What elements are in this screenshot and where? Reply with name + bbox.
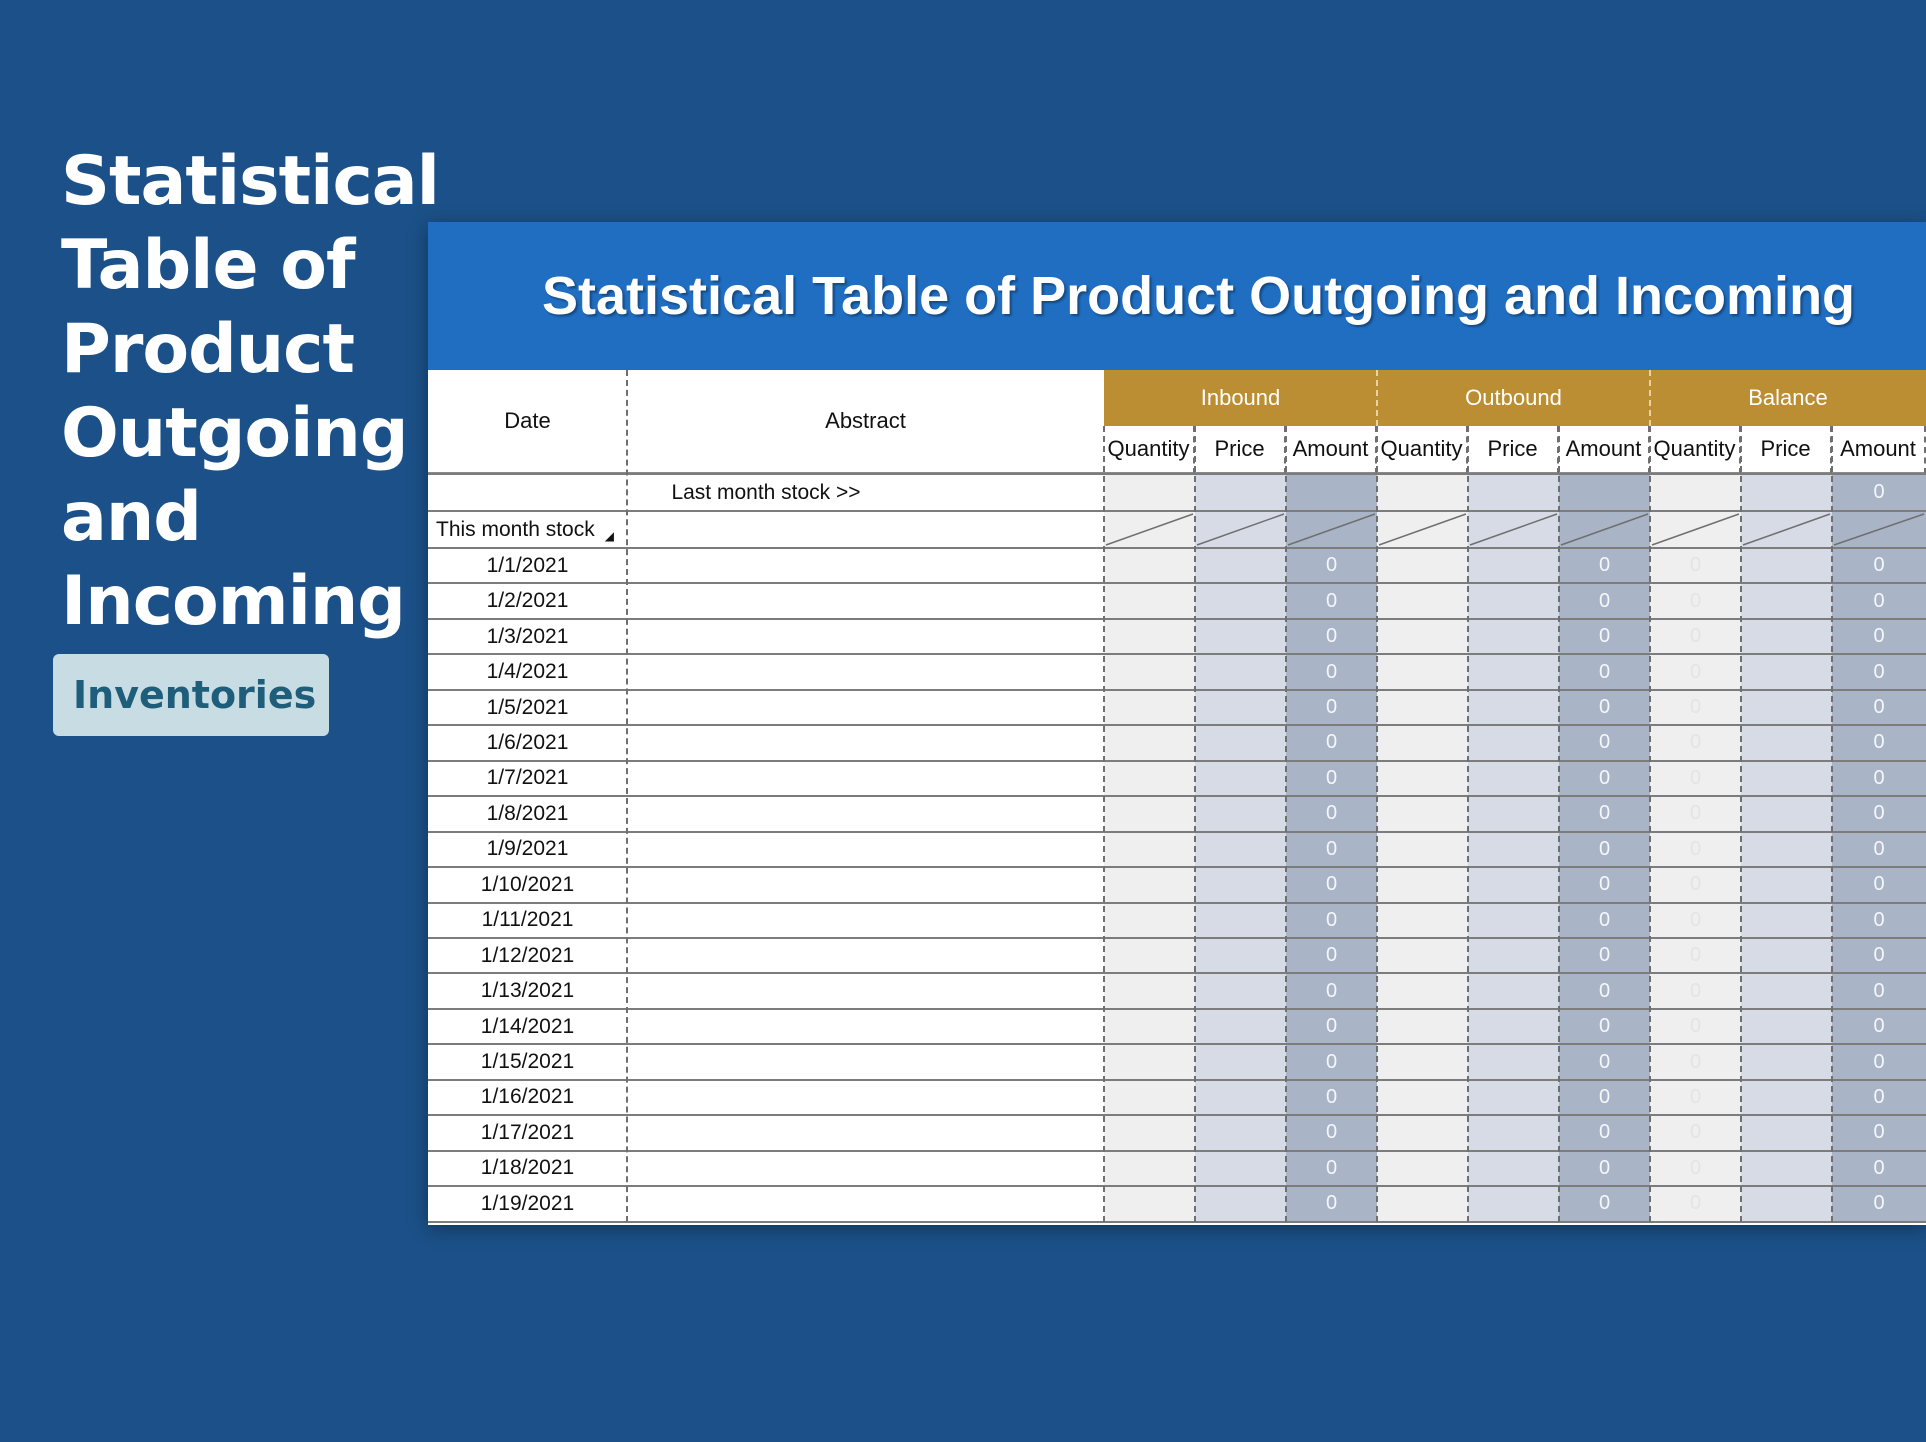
this-month-stock-text: This month stock bbox=[436, 517, 595, 541]
date-row-cell bbox=[1741, 832, 1832, 867]
date-row-cell bbox=[1377, 548, 1468, 583]
last-month-row-cell bbox=[1650, 474, 1741, 511]
date-row-cell: 0 bbox=[1559, 725, 1650, 760]
inbound-price-header: Price bbox=[1195, 426, 1286, 474]
outbound-quantity-header: Quantity bbox=[1377, 426, 1468, 474]
date-row-cell bbox=[1195, 903, 1286, 938]
abstract-cell bbox=[627, 832, 1104, 867]
date-row-cell: 0 bbox=[1832, 690, 1926, 725]
date-row-cell: 0 bbox=[1286, 1044, 1377, 1079]
date-row-cell bbox=[1741, 1044, 1832, 1079]
abstract-cell bbox=[627, 725, 1104, 760]
date-row-cell: 0 bbox=[1559, 1044, 1650, 1079]
date-row-cell: 0 bbox=[1286, 973, 1377, 1008]
date-row-cell: 0 bbox=[1559, 654, 1650, 689]
group-divider bbox=[1376, 370, 1378, 426]
abstract-cell bbox=[627, 973, 1104, 1008]
row-divider bbox=[428, 582, 1926, 584]
date-row-cell bbox=[1741, 548, 1832, 583]
date-row-cell: 0 bbox=[1650, 654, 1741, 689]
date-row-cell bbox=[1468, 725, 1559, 760]
date-row-cell bbox=[1377, 973, 1468, 1008]
date-row-cell: 0 bbox=[1559, 867, 1650, 902]
date-row-cell: 0 bbox=[1559, 1080, 1650, 1115]
date-row-cell: 0 bbox=[1559, 1186, 1650, 1221]
date-row-cell: 0 bbox=[1832, 583, 1926, 618]
date-row-cell bbox=[1104, 1009, 1195, 1044]
date-cell: 1/15/2021 bbox=[480, 1050, 575, 1074]
date-row-cell: 0 bbox=[1832, 938, 1926, 973]
date-row-cell bbox=[1377, 619, 1468, 654]
date-row-cell bbox=[1104, 548, 1195, 583]
date-row-cell: 0 bbox=[1832, 548, 1926, 583]
date-row-cell: 0 bbox=[1286, 761, 1377, 796]
row-divider bbox=[428, 510, 1926, 512]
date-row-cell: 0 bbox=[1650, 725, 1741, 760]
abstract-cell bbox=[627, 583, 1104, 618]
diagonal-line bbox=[1470, 514, 1557, 545]
date-row-cell: 0 bbox=[1559, 1009, 1650, 1044]
date-row-cell bbox=[1468, 1115, 1559, 1150]
date-cell: 1/5/2021 bbox=[486, 695, 569, 719]
column-divider bbox=[1740, 426, 1742, 1222]
date-row-cell: 0 bbox=[1832, 867, 1926, 902]
column-divider bbox=[1194, 426, 1196, 1222]
date-row-cell bbox=[1741, 690, 1832, 725]
row-divider bbox=[428, 473, 1926, 475]
column-divider bbox=[1467, 426, 1469, 1222]
date-row-cell bbox=[1195, 1186, 1286, 1221]
date-row-cell bbox=[1468, 761, 1559, 796]
date-row-cell bbox=[1377, 1009, 1468, 1044]
date-row-cell: 0 bbox=[1286, 938, 1377, 973]
date-row-cell bbox=[1195, 583, 1286, 618]
date-row-cell: 0 bbox=[1559, 761, 1650, 796]
date-row-cell bbox=[1104, 725, 1195, 760]
last-month-row-cell bbox=[1741, 474, 1832, 511]
date-cell: 1/9/2021 bbox=[486, 837, 569, 861]
date-cell: 1/3/2021 bbox=[486, 624, 569, 648]
date-cell: 1/10/2021 bbox=[480, 872, 575, 896]
date-row-cell: 0 bbox=[1832, 1080, 1926, 1115]
date-cell: 1/16/2021 bbox=[480, 1085, 575, 1109]
diagonal-strike-lines bbox=[1104, 511, 1926, 548]
diagonal-line bbox=[1834, 514, 1924, 545]
date-row-cell bbox=[1377, 832, 1468, 867]
date-cell: 1/14/2021 bbox=[480, 1014, 575, 1038]
date-row-cell bbox=[1195, 1044, 1286, 1079]
date-row-cell bbox=[1195, 548, 1286, 583]
date-row-cell bbox=[1104, 973, 1195, 1008]
date-cell: 1/4/2021 bbox=[486, 660, 569, 684]
date-row-cell: 0 bbox=[1650, 938, 1741, 973]
date-cell: 1/7/2021 bbox=[486, 766, 569, 790]
row-divider bbox=[428, 937, 1926, 939]
date-cell: 1/13/2021 bbox=[480, 979, 575, 1003]
date-row-cell: 0 bbox=[1832, 619, 1926, 654]
date-row-cell bbox=[1468, 1151, 1559, 1186]
abstract-cell bbox=[627, 903, 1104, 938]
column-divider bbox=[1649, 426, 1651, 1222]
date-row-cell bbox=[1377, 761, 1468, 796]
date-row-cell bbox=[1104, 832, 1195, 867]
date-row-cell bbox=[1468, 1009, 1559, 1044]
date-row-cell: 0 bbox=[1650, 903, 1741, 938]
diagonal-line bbox=[1288, 514, 1375, 545]
date-row-cell: 0 bbox=[1286, 903, 1377, 938]
abstract-cell bbox=[627, 1080, 1104, 1115]
date-row-cell bbox=[1468, 1044, 1559, 1079]
column-divider bbox=[1103, 426, 1105, 1222]
date-cell: 1/11/2021 bbox=[481, 908, 574, 932]
abstract-cell bbox=[627, 1044, 1104, 1079]
date-row-cell bbox=[1377, 690, 1468, 725]
date-row-cell bbox=[1741, 938, 1832, 973]
date-row-cell: 0 bbox=[1832, 832, 1926, 867]
row-divider bbox=[428, 760, 1926, 762]
date-row-cell bbox=[1468, 690, 1559, 725]
abstract-cell bbox=[627, 690, 1104, 725]
row-divider bbox=[428, 547, 1926, 549]
date-row-cell bbox=[1195, 796, 1286, 831]
abstract-header: Abstract bbox=[627, 370, 1104, 474]
date-row-cell bbox=[1377, 654, 1468, 689]
column-divider bbox=[1376, 426, 1378, 1222]
abstract-cell bbox=[627, 548, 1104, 583]
inbound-amount-header: Amount bbox=[1286, 426, 1377, 474]
balance-price-header: Price bbox=[1741, 426, 1832, 474]
date-row-cell bbox=[1104, 1186, 1195, 1221]
filter-triangle-icon[interactable]: ◢ bbox=[604, 528, 614, 543]
date-row-cell bbox=[1104, 1044, 1195, 1079]
date-row-cell bbox=[1741, 1009, 1832, 1044]
date-row-cell bbox=[1468, 583, 1559, 618]
abstract-cell bbox=[627, 1009, 1104, 1044]
date-row-cell bbox=[1104, 1151, 1195, 1186]
date-row-cell bbox=[1104, 903, 1195, 938]
row-divider bbox=[428, 1221, 1926, 1223]
row-divider bbox=[428, 653, 1926, 655]
date-row-cell bbox=[1468, 619, 1559, 654]
date-row-cell bbox=[1741, 583, 1832, 618]
spreadsheet-preview bbox=[428, 222, 1926, 1225]
date-row-cell: 0 bbox=[1832, 654, 1926, 689]
promo-title-line: Product bbox=[61, 310, 354, 389]
date-row-cell bbox=[1104, 761, 1195, 796]
date-row-cell bbox=[1195, 867, 1286, 902]
date-row-cell: 0 bbox=[1650, 1080, 1741, 1115]
date-row-cell bbox=[1468, 548, 1559, 583]
date-row-cell bbox=[1195, 654, 1286, 689]
date-row-cell bbox=[1468, 1080, 1559, 1115]
date-row-cell bbox=[1195, 725, 1286, 760]
date-row-cell bbox=[1468, 832, 1559, 867]
date-row-cell: 0 bbox=[1286, 583, 1377, 618]
date-row-cell bbox=[1741, 761, 1832, 796]
diagonal-line bbox=[1652, 514, 1739, 545]
column-divider bbox=[1285, 426, 1287, 1222]
date-row-cell bbox=[1741, 867, 1832, 902]
date-row-cell: 0 bbox=[1650, 832, 1741, 867]
date-row-cell bbox=[1741, 1186, 1832, 1221]
last-month-row-cell bbox=[1286, 474, 1377, 511]
date-row-cell bbox=[1377, 1044, 1468, 1079]
balance-quantity-header: Quantity bbox=[1650, 426, 1741, 474]
date-row-cell: 0 bbox=[1832, 1009, 1926, 1044]
date-row-cell bbox=[1104, 619, 1195, 654]
date-row-cell bbox=[1104, 583, 1195, 618]
row-divider bbox=[428, 866, 1926, 868]
date-row-cell bbox=[1195, 761, 1286, 796]
abstract-cell bbox=[627, 1151, 1104, 1186]
outbound-amount-header: Amount bbox=[1559, 426, 1650, 474]
last-month-row-cell bbox=[1195, 474, 1286, 511]
date-row-cell: 0 bbox=[1832, 1186, 1926, 1221]
abstract-cell bbox=[627, 654, 1104, 689]
date-row-cell bbox=[1741, 903, 1832, 938]
balance-group-header: Balance bbox=[1650, 370, 1926, 426]
date-row-cell bbox=[1195, 690, 1286, 725]
row-divider bbox=[428, 1008, 1926, 1010]
date-row-cell bbox=[1741, 1080, 1832, 1115]
date-cell: 1/12/2021 bbox=[480, 943, 575, 967]
date-row-cell: 0 bbox=[1559, 903, 1650, 938]
date-row-cell bbox=[1104, 690, 1195, 725]
date-row-cell: 0 bbox=[1286, 867, 1377, 902]
date-row-cell bbox=[1104, 1115, 1195, 1150]
date-row-cell: 0 bbox=[1559, 1151, 1650, 1186]
date-row-cell: 0 bbox=[1559, 548, 1650, 583]
abstract-cell bbox=[627, 938, 1104, 973]
promo-title bbox=[61, 140, 439, 644]
abstract-cell bbox=[627, 1115, 1104, 1150]
date-cell: 1/6/2021 bbox=[486, 730, 569, 754]
date-row-cell: 0 bbox=[1286, 796, 1377, 831]
date-row-cell: 0 bbox=[1286, 1151, 1377, 1186]
date-row-cell: 0 bbox=[1832, 761, 1926, 796]
date-row-cell: 0 bbox=[1832, 725, 1926, 760]
date-row-cell bbox=[1195, 973, 1286, 1008]
date-row-cell bbox=[1377, 867, 1468, 902]
date-row-cell bbox=[1741, 973, 1832, 1008]
promo-title-line: Table of bbox=[61, 226, 355, 305]
date-row-cell: 0 bbox=[1559, 619, 1650, 654]
abstract-cell bbox=[627, 619, 1104, 654]
date-row-cell bbox=[1195, 832, 1286, 867]
row-divider bbox=[428, 972, 1926, 974]
date-row-cell: 0 bbox=[1832, 796, 1926, 831]
last-month-row-cell bbox=[1559, 474, 1650, 511]
date-row-cell bbox=[1195, 1151, 1286, 1186]
row-divider bbox=[428, 618, 1926, 620]
date-row-cell bbox=[1104, 796, 1195, 831]
date-row-cell: 0 bbox=[1286, 654, 1377, 689]
date-row-cell: 0 bbox=[1286, 548, 1377, 583]
date-row-cell: 0 bbox=[1650, 619, 1741, 654]
date-row-cell: 0 bbox=[1832, 973, 1926, 1008]
date-row-cell: 0 bbox=[1650, 973, 1741, 1008]
row-divider bbox=[428, 1150, 1926, 1152]
date-row-cell bbox=[1741, 796, 1832, 831]
row-divider bbox=[428, 1114, 1926, 1116]
balance-amount-header: Amount bbox=[1832, 426, 1926, 474]
abstract-cell bbox=[627, 761, 1104, 796]
date-row-cell bbox=[1741, 1151, 1832, 1186]
row-divider bbox=[428, 1043, 1926, 1045]
date-row-cell: 0 bbox=[1286, 1009, 1377, 1044]
date-row-cell: 0 bbox=[1650, 1044, 1741, 1079]
date-cell: 1/18/2021 bbox=[480, 1156, 575, 1180]
row-divider bbox=[428, 724, 1926, 726]
date-row-cell bbox=[1195, 1080, 1286, 1115]
date-row-cell bbox=[1195, 619, 1286, 654]
date-row-cell bbox=[1195, 1009, 1286, 1044]
date-row-cell: 0 bbox=[1286, 1115, 1377, 1150]
date-row-cell: 0 bbox=[1286, 690, 1377, 725]
date-row-cell: 0 bbox=[1650, 1115, 1741, 1150]
date-row-cell: 0 bbox=[1559, 832, 1650, 867]
date-row-cell bbox=[1195, 1115, 1286, 1150]
promo-title-line: and bbox=[61, 478, 201, 557]
date-cell: 1/19/2021 bbox=[480, 1191, 575, 1215]
date-row-cell bbox=[1377, 1151, 1468, 1186]
abstract-cell bbox=[627, 796, 1104, 831]
date-row-cell bbox=[1377, 583, 1468, 618]
diagonal-line bbox=[1197, 514, 1284, 545]
group-divider bbox=[1649, 370, 1651, 426]
date-row-cell: 0 bbox=[1559, 973, 1650, 1008]
date-row-cell: 0 bbox=[1650, 583, 1741, 618]
date-row-cell bbox=[1104, 1080, 1195, 1115]
date-header: Date bbox=[428, 370, 627, 474]
this-month-stock-label bbox=[428, 511, 627, 548]
date-row-cell: 0 bbox=[1650, 1186, 1741, 1221]
promo-title-line: Incoming bbox=[61, 562, 405, 641]
date-row-cell: 0 bbox=[1559, 1115, 1650, 1150]
this-month-abstract-cell bbox=[627, 511, 1104, 548]
diagonal-line bbox=[1106, 514, 1193, 545]
date-row-cell: 0 bbox=[1650, 796, 1741, 831]
date-row-cell bbox=[1741, 725, 1832, 760]
date-row-cell: 0 bbox=[1286, 619, 1377, 654]
date-row-cell bbox=[1377, 725, 1468, 760]
date-row-cell: 0 bbox=[1286, 832, 1377, 867]
outbound-price-header: Price bbox=[1468, 426, 1559, 474]
category-tag: Inventories bbox=[53, 654, 329, 736]
column-divider bbox=[1831, 426, 1833, 1222]
date-row-cell bbox=[1195, 938, 1286, 973]
date-row-cell: 0 bbox=[1286, 725, 1377, 760]
date-row-cell: 0 bbox=[1650, 761, 1741, 796]
date-row-cell bbox=[1377, 1186, 1468, 1221]
date-row-cell bbox=[1741, 1115, 1832, 1150]
sheet-title: Statistical Table of Product Outgoing and Incoming bbox=[428, 222, 1926, 370]
date-cell: 1/2/2021 bbox=[486, 589, 569, 613]
date-row-cell: 0 bbox=[1832, 1151, 1926, 1186]
date-row-cell bbox=[1377, 1080, 1468, 1115]
date-row-cell: 0 bbox=[1559, 938, 1650, 973]
date-row-cell bbox=[1377, 1115, 1468, 1150]
column-divider bbox=[1558, 426, 1560, 1222]
row-divider bbox=[428, 795, 1926, 797]
date-row-cell: 0 bbox=[1650, 548, 1741, 583]
date-row-cell: 0 bbox=[1559, 796, 1650, 831]
date-row-cell bbox=[1468, 1186, 1559, 1221]
diagonal-line bbox=[1561, 514, 1648, 545]
date-row-cell bbox=[1468, 973, 1559, 1008]
date-row-cell bbox=[1377, 796, 1468, 831]
date-row-cell: 0 bbox=[1650, 1151, 1741, 1186]
date-row-cell bbox=[1468, 903, 1559, 938]
row-divider bbox=[428, 902, 1926, 904]
date-row-cell bbox=[1741, 654, 1832, 689]
column-divider bbox=[626, 370, 628, 1222]
date-row-cell bbox=[1104, 938, 1195, 973]
date-row-cell bbox=[1104, 654, 1195, 689]
diagonal-line bbox=[1379, 514, 1466, 545]
date-cell: 1/1/2021 bbox=[486, 553, 569, 577]
last-month-row-cell: 0 bbox=[1832, 474, 1926, 511]
promo-title-line: Outgoing bbox=[61, 394, 408, 473]
date-row-cell: 0 bbox=[1286, 1080, 1377, 1115]
last-month-row-cell bbox=[1468, 474, 1559, 511]
inbound-group-header: Inbound bbox=[1104, 370, 1377, 426]
date-cell: 1/17/2021 bbox=[480, 1120, 575, 1144]
date-row-cell: 0 bbox=[1650, 867, 1741, 902]
date-row-cell bbox=[1377, 938, 1468, 973]
date-row-cell: 0 bbox=[1832, 1115, 1926, 1150]
promo-title-line: Statistical bbox=[61, 142, 439, 221]
row-divider bbox=[428, 1185, 1926, 1187]
date-row-cell bbox=[1377, 903, 1468, 938]
row-divider bbox=[428, 689, 1926, 691]
inbound-quantity-header: Quantity bbox=[1104, 426, 1195, 474]
date-cell: 1/8/2021 bbox=[486, 801, 569, 825]
outbound-group-header: Outbound bbox=[1377, 370, 1650, 426]
row-divider bbox=[428, 1079, 1926, 1081]
date-row-cell bbox=[1468, 867, 1559, 902]
last-month-row-cell bbox=[1104, 474, 1195, 511]
date-row-cell: 0 bbox=[1286, 1186, 1377, 1221]
date-row-cell: 0 bbox=[1650, 1009, 1741, 1044]
last-month-row-cell bbox=[1377, 474, 1468, 511]
date-row-cell bbox=[1468, 654, 1559, 689]
date-row-cell: 0 bbox=[1832, 903, 1926, 938]
date-row-cell bbox=[1468, 938, 1559, 973]
last-month-stock-label: Last month stock >> bbox=[671, 480, 861, 504]
diagonal-line bbox=[1743, 514, 1830, 545]
date-row-cell: 0 bbox=[1650, 690, 1741, 725]
date-row-cell: 0 bbox=[1559, 583, 1650, 618]
abstract-cell bbox=[627, 867, 1104, 902]
date-row-cell bbox=[1104, 867, 1195, 902]
row-divider bbox=[428, 831, 1926, 833]
date-row-cell bbox=[1741, 619, 1832, 654]
abstract-cell bbox=[627, 1186, 1104, 1221]
date-row-cell: 0 bbox=[1832, 1044, 1926, 1079]
date-row-cell bbox=[1468, 796, 1559, 831]
date-row-cell: 0 bbox=[1559, 690, 1650, 725]
